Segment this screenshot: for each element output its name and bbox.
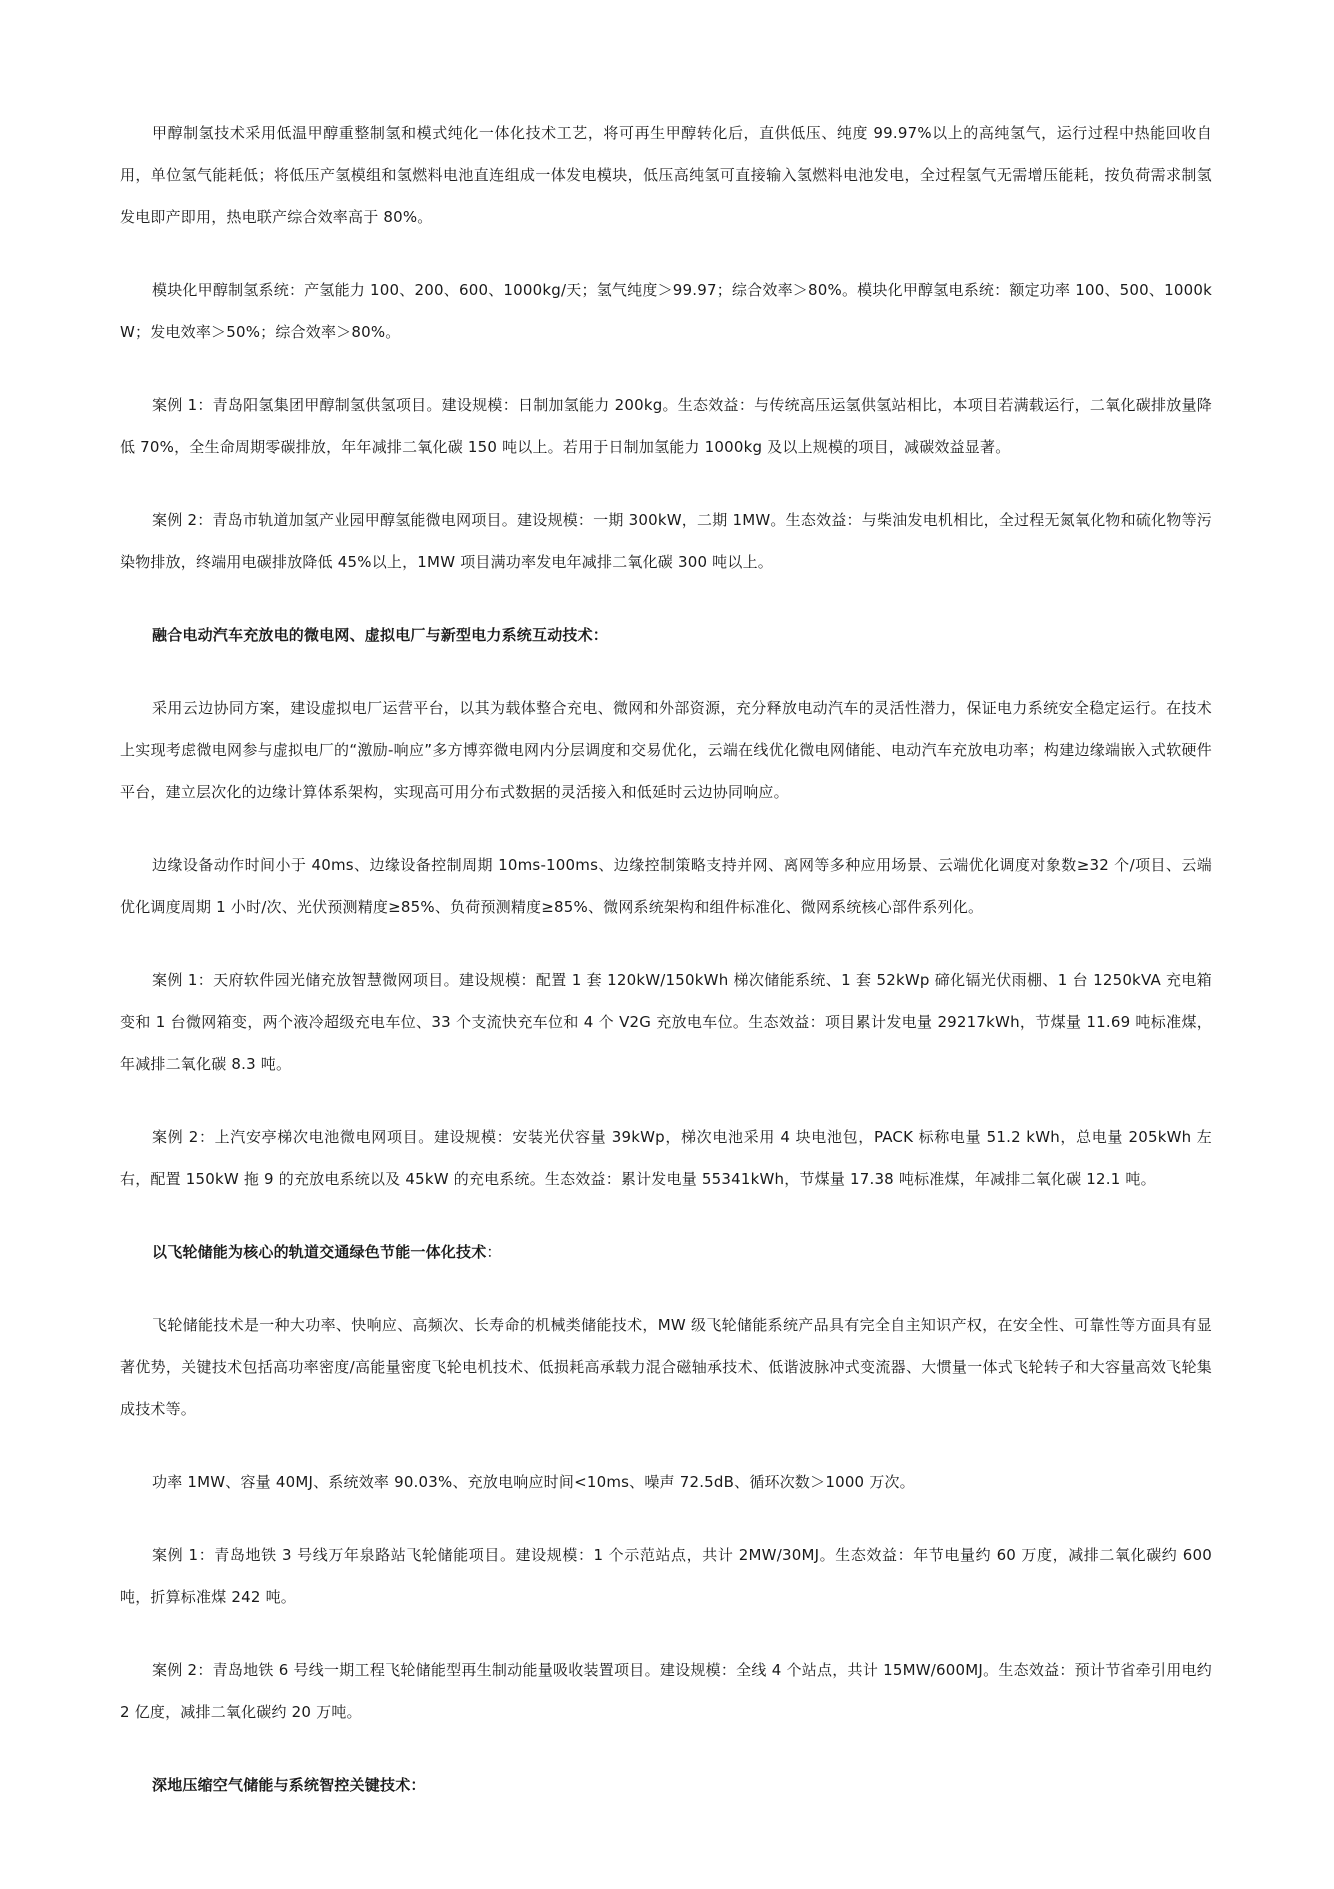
methanol-case-2-paragraph: 案例 2：青岛市轨道加氢产业园甲醇氢能微电网项目。建设规模：一期 300kW，二期 1MW。生态效益：与柴油发电机相比，全过程无氮氧化物和硫化物等污染物排放，终端用电碳排放降低 45%以上，1MW 项目满功率发电年减排二氧化碳 300 吨以上。 (120, 511, 1212, 571)
flywheel-heading-text: 以飞轮储能为核心的轨道交通绿色节能一体化技术 (152, 1243, 487, 1261)
compressed-air-heading-text: 深地压缩空气储能与系统智控关键技术： (152, 1776, 426, 1794)
flywheel-case-2-paragraph: 案例 2：青岛地铁 6 号线一期工程飞轮储能型再生制动能量吸收装置项目。建设规模：全线 4 个站点，共计 15MW/600MJ。生态效益：预计节省牵引用电约 2 亿度，减排二氧化碳约 20 万吨。 (120, 1661, 1212, 1721)
flywheel-case-1-paragraph: 案例 1：青岛地铁 3 号线万年泉路站飞轮储能项目。建设规模：1 个示范站点，共计 2MW/30MJ。生态效益：年节电量约 60 万度，减排二氧化碳约 600 吨，折算标准煤 242 吨。 (120, 1546, 1212, 1606)
flywheel-intro-paragraph: 飞轮储能技术是一种大功率、快响应、高频次、长寿命的机械类储能技术，MW 级飞轮储能系统产品具有完全自主知识产权，在安全性、可靠性等方面具有显著优势，关键技术包括高功率密度/高能量密度飞轮电机技术、低损耗高承载力混合磁轴承技术、低谐波脉冲式变流器、大惯量一体式飞轮转子和大容量高效飞轮集成技术等。 (120, 1316, 1212, 1418)
microgrid-case-1-paragraph: 案例 1：天府软件园光储充放智慧微网项目。建设规模：配置 1 套 120kW/150kWh 梯次储能系统、1 套 52kWp 碲化镉光伏雨棚、1 台 1250kVA 充电箱变和 1 台微网箱变，两个液冷超级充电车位、33 个支流快充车位和 4 个 V2G 充放电车位。生态效益：项目累计发电量 29217kWh，节煤量 11.69 吨标准煤，年减排二氧化碳 8.3 吨。 (120, 971, 1212, 1073)
compressed-air-section-heading (120, 1764, 1212, 1806)
microgrid-intro-paragraph: 采用云边协同方案，建设虚拟电厂运营平台，以其为载体整合充电、微网和外部资源，充分释放电动汽车的灵活性潜力，保证电力系统安全稳定运行。在技术上实现考虑微电网参与虚拟电厂的“激励-响应”多方博弈微电网内分层调度和交易优化，云端在线优化微电网储能、电动汽车充放电功率；构建边缘端嵌入式软硬件平台，建立层次化的边缘计算体系架构，实现高可用分布式数据的灵活接入和低延时云边协同响应。 (120, 699, 1212, 801)
microgrid-section-heading (120, 614, 1212, 656)
microgrid-specs-paragraph: 边缘设备动作时间小于 40ms、边缘设备控制周期 10ms-100ms、边缘控制策略支持并网、离网等多种应用场景、云端优化调度对象数≥32 个/项目、云端优化调度周期 1 小时/次、光伏预测精度≥85%、负荷预测精度≥85%、微网系统架构和组件标准化、微网系统核心部件系列化。 (120, 856, 1212, 916)
microgrid-heading-text: 融合电动汽车充放电的微电网、虚拟电厂与新型电力系统互动技术： (152, 626, 609, 644)
methanol-case-1-paragraph: 案例 1：青岛阳氢集团甲醇制氢供氢项目。建设规模：日制加氢能力 200kg。生态效益：与传统高压运氢供氢站相比，本项目若满载运行，二氧化碳排放量降低 70%，全生命周期零碳排放，年年减排二氧化碳 150 吨以上。若用于日制加氢能力 1000kg 及以上规模的项目，减碳效益显著。 (120, 396, 1212, 456)
methanol-system-specs-paragraph: 模块化甲醇制氢系统：产氢能力 100、200、600、1000kg/天；氢气纯度＞99.97；综合效率＞80%。模块化甲醇氢电系统：额定功率 100、500、1000kW；发电效率＞50%；综合效率＞80%。 (120, 281, 1212, 341)
flywheel-specs-paragraph: 功率 1MW、容量 40MJ、系统效率 90.03%、充放电响应时间<10ms、噪声 72.5dB、循环次数＞1000 万次。 (152, 1473, 915, 1491)
flywheel-heading-colon: ： (486, 1243, 502, 1261)
microgrid-case-2-paragraph: 案例 2：上汽安亭梯次电池微电网项目。建设规模：安装光伏容量 39kWp，梯次电池采用 4 块电池包，PACK 标称电量 51.2 kWh，总电量 205kWh 左右，配置 150kW 拖 9 的充放电系统以及 45kW 的充电系统。生态效益：累计发电量 55341kWh，节煤量 17.38 吨标准煤，年减排二氧化碳 12.1 吨。 (120, 1128, 1212, 1188)
methanol-hydrogen-intro-paragraph: 甲醇制氢技术采用低温甲醇重整制氢和模式纯化一体化技术工艺，将可再生甲醇转化后，直供低压、纯度 99.97%以上的高纯氢气，运行过程中热能回收自用，单位氢气能耗低；将低压产氢模组和氢燃料电池直连组成一体发电模块，低压高纯氢可直接输入氢燃料电池发电，全过程氢气无需增压能耗，按负荷需求制氢发电即产即用，热电联产综合效率高于 80%。 (120, 124, 1212, 226)
flywheel-section-heading (120, 1231, 1212, 1273)
